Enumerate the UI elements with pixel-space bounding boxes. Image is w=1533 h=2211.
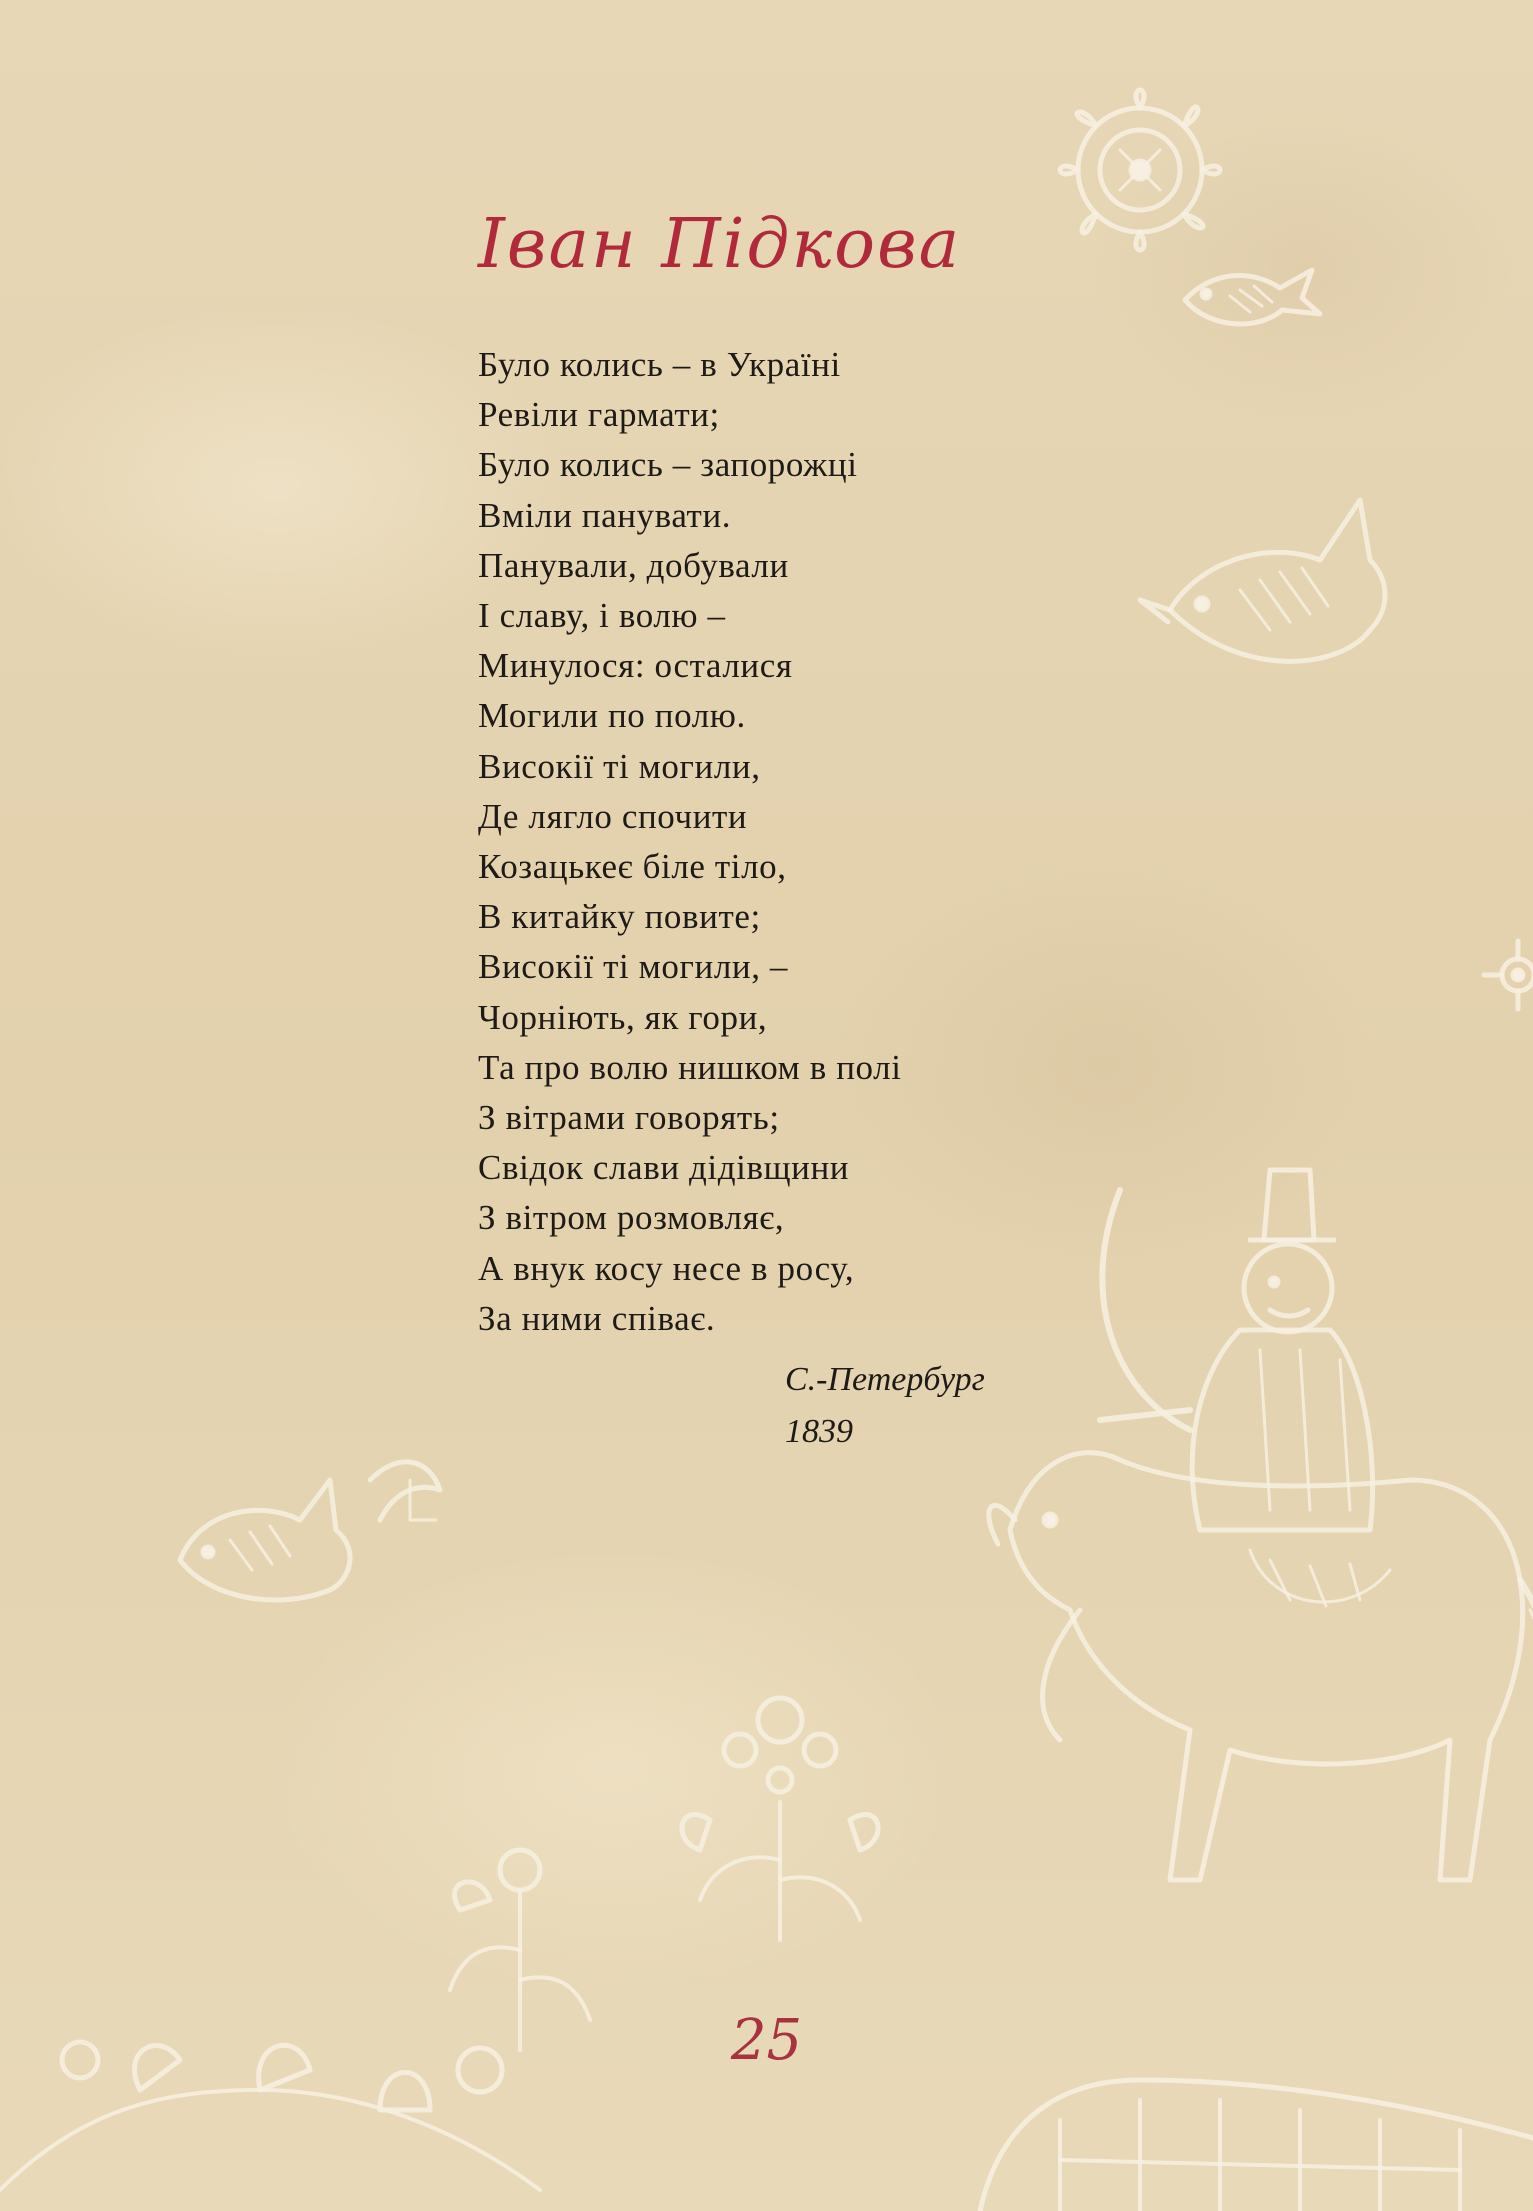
bird-ornament-icon bbox=[1140, 500, 1385, 661]
poem-line: Де лягло спочити bbox=[478, 796, 748, 836]
floral-ornament-icon bbox=[1484, 941, 1533, 1009]
page-number: 25 bbox=[730, 2008, 803, 2073]
poem-line: Високії ті могили, – bbox=[478, 947, 789, 987]
poem-line: Козацькеє біле тіло, bbox=[478, 847, 787, 887]
poem-line: Та про волю нишком в полі bbox=[478, 1047, 902, 1087]
bird-ornament-icon bbox=[180, 1462, 440, 1600]
poem-line: Вміли панувати. bbox=[478, 495, 732, 535]
poem-line: Могили по полю. bbox=[478, 696, 746, 736]
floral-ornament-icon bbox=[980, 2080, 1533, 2211]
signature-place: С.-Петербург bbox=[785, 1361, 985, 1398]
poem-line: Було колись – в Україні bbox=[478, 345, 841, 384]
poem-line: Ревіли гармати; bbox=[478, 395, 720, 435]
poem-line: Чорніють, як гори, bbox=[478, 997, 768, 1037]
poem-line: Було колись – запорожці bbox=[478, 445, 858, 485]
floral-ornament-icon bbox=[682, 1698, 878, 1940]
poem-line: А внук косу несе в росу, bbox=[478, 1248, 855, 1288]
poem-title: Іван Підкова bbox=[478, 205, 962, 284]
poem-line: І славу, і волю – bbox=[478, 596, 726, 636]
poem-line: З вітрами говорять; bbox=[478, 1098, 780, 1138]
bird-ornament-icon bbox=[1185, 270, 1320, 324]
poem-line: Високії ті могили, bbox=[478, 746, 761, 786]
poem-text bbox=[478, 340, 902, 1344]
cossack-rider-ornament-icon bbox=[989, 1170, 1533, 1880]
poem-line: В китайку повите; bbox=[478, 897, 761, 937]
poem-line: Панували, добували bbox=[478, 545, 789, 585]
poem-line: Минулося: осталися bbox=[478, 646, 793, 686]
poem-signature bbox=[785, 1354, 985, 1458]
poem-line: За ними співає. bbox=[478, 1298, 716, 1338]
poem-line: З вітром розмовляє, bbox=[478, 1198, 785, 1238]
poem-line: Свідок слави дідівщини bbox=[478, 1148, 850, 1188]
signature-year: 1839 bbox=[785, 1413, 853, 1450]
sun-flower-ornament-icon bbox=[1060, 90, 1220, 250]
